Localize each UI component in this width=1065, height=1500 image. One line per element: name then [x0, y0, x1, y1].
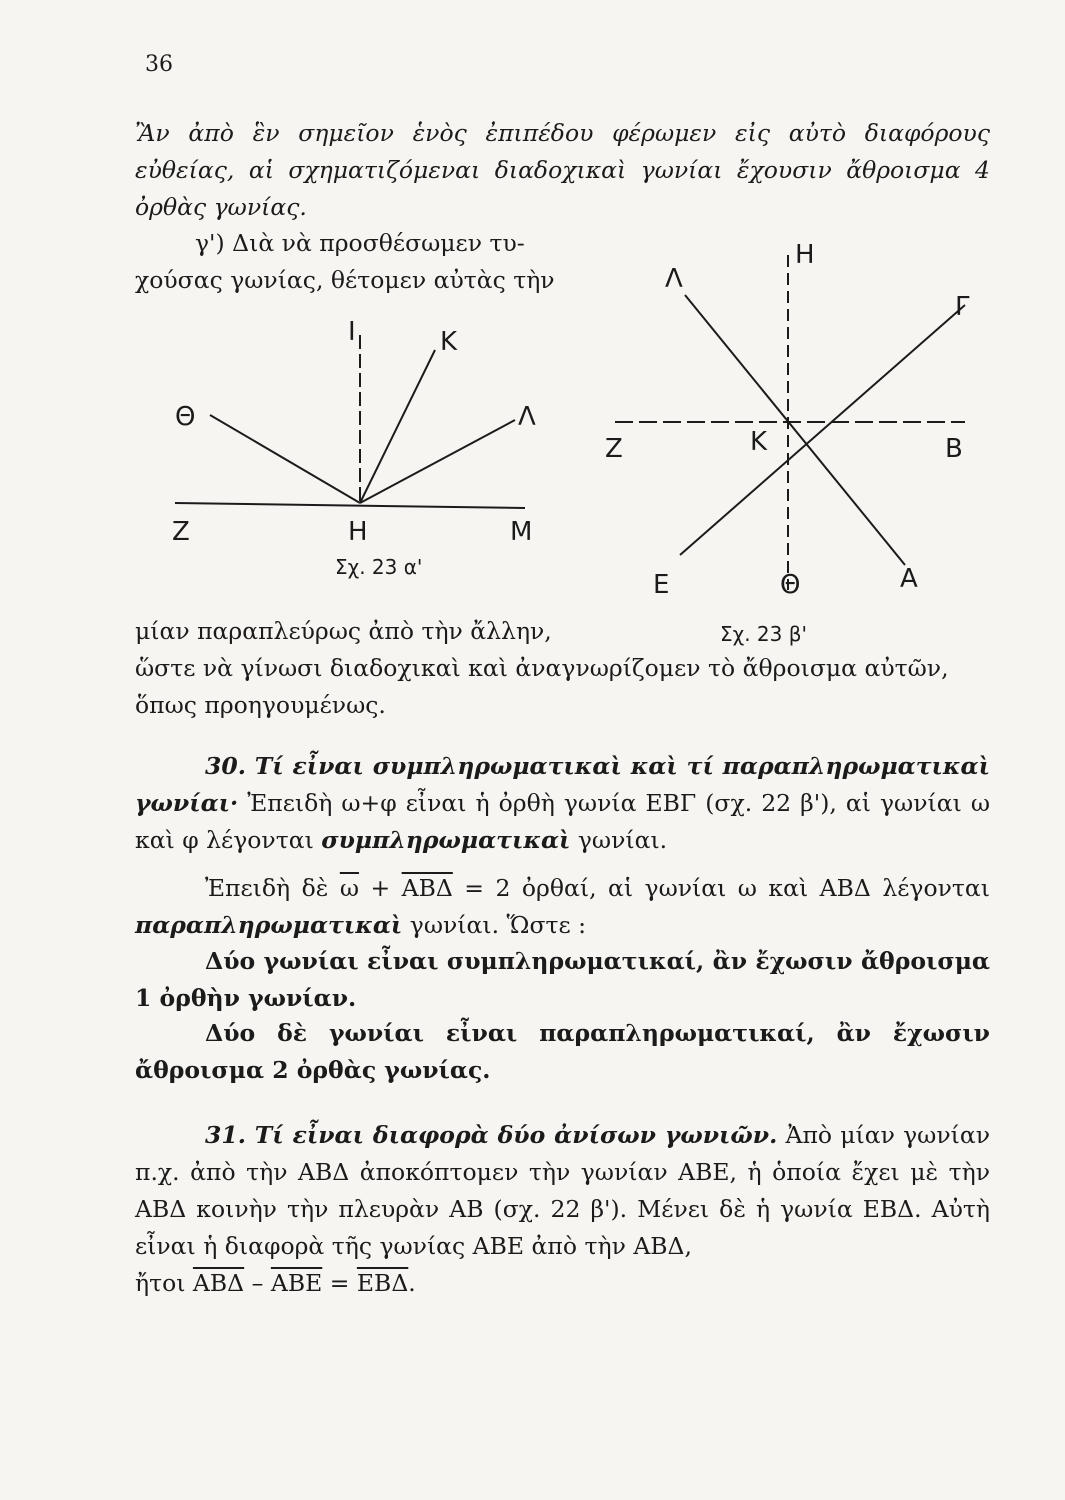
fig-b-label-Theta: Θ	[780, 570, 801, 600]
section-30-text1: Ἐπειδὴ ω+φ εἶναι ἡ ὀρθὴ γωνία ΕΒΓ (σχ. 22 β'), αἱ γωνίαι ω καὶ φ λέγονται	[135, 789, 990, 854]
figure-23a	[160, 305, 550, 595]
section-30-paragraph	[135, 748, 990, 859]
fig-b-label-B: Β	[945, 434, 963, 464]
gamma-line-5: ὅπως προηγουμένως.	[135, 691, 386, 719]
fig-b-label-H: Η	[795, 240, 815, 270]
fig-a-label-H: Η	[348, 517, 368, 547]
fig-a-label-I: Ι	[348, 317, 356, 347]
fig-b-line-LambdaA	[685, 295, 905, 565]
fig-a-line-ZM	[175, 503, 525, 508]
section-30-term-complementary: συμπληρωματικαὶ	[321, 826, 571, 854]
fig-b-label-Gamma: Γ	[955, 292, 970, 322]
fig-a-label-Z: Ζ	[172, 517, 190, 547]
fig-b-label-A: Α	[900, 564, 918, 594]
rule-supplementary-text: Δύο δὲ γωνίαι εἶναι παραπληρωματικαί, ἂν ἔχωσιν ἄθροισμα 2 ὀρθὰς γωνίας.	[135, 1019, 990, 1084]
equation-prefix: ἤτοι	[135, 1269, 193, 1297]
eq-equals: =	[322, 1269, 357, 1297]
eq-end: .	[408, 1269, 416, 1297]
section-30-term-supplementary: παραπληρωματικαὶ	[135, 911, 403, 939]
figure-23a-caption: Σχ. 23 α'	[335, 555, 423, 579]
fig-a-ray-HTheta	[210, 415, 360, 503]
section-30-p2-start: Ἐπειδὴ δὲ	[205, 874, 340, 902]
section-30-text2: γωνίαι.	[570, 826, 668, 854]
eq-minus: –	[244, 1269, 271, 1297]
intro-paragraph: Ἂν ἀπὸ ἓν σημεῖον ἑνὸς ἐπιπέδου φέρωμεν εἰς αὐτὸ διαφόρους εὐθείας, αἱ σχηματιζόμεναι διαδοχικαὶ γωνίαι ἔχουσιν ἄθροισμα 4 ὀρθὰς γωνίας.	[135, 119, 990, 221]
fig-b-label-E: Ε	[653, 570, 670, 600]
gamma-line-1: γ') Διὰ νὰ προσθέσωμεν τυ-	[195, 229, 525, 257]
fig-b-label-Lambda: Λ	[665, 264, 683, 294]
section-30-p2-end: γωνίαι. Ὥστε :	[402, 911, 587, 939]
section-30-heading: 30. Τί εἶναι συμπληρωματικαὶ καὶ τί παραπληρωματικαὶ γωνίαι·	[135, 752, 990, 817]
section-31-heading: 31. Τί εἶναι διαφορὰ δύο ἀνίσων γωνιῶν.	[205, 1121, 778, 1149]
fig-b-label-Z: Ζ	[605, 434, 623, 464]
rule-supplementary	[135, 1015, 990, 1089]
fig-a-ray-HK	[360, 350, 435, 503]
fig-a-label-M: Μ	[510, 517, 533, 547]
gamma-line-2: χούσας γωνίας, θέτομεν αὐτὰς τὴν	[135, 266, 555, 294]
angle-omega: $\overline{\omega}$	[339, 874, 359, 902]
figure-23b-caption: Σχ. 23 β'	[720, 622, 807, 646]
section-30-paragraph-2	[135, 870, 990, 944]
eq-angle-abe: $\overline{ABE}$	[270, 1269, 323, 1297]
section-31-paragraph	[135, 1117, 990, 1302]
fig-a-ray-HLambda	[360, 420, 515, 503]
fig-a-label-Theta: Θ	[175, 402, 196, 432]
gamma-paragraph	[135, 225, 575, 299]
plus-sign: +	[358, 874, 402, 902]
eq-angle-ebd: $\overline{EB\Delta}$	[356, 1269, 409, 1297]
page-number: 36	[145, 52, 173, 77]
section-31-text: Ἀπὸ μίαν γωνίαν π.χ. ἀπὸ τὴν ΑΒΔ ἀποκόπτομεν τὴν γωνίαν ΑΒΕ, ἡ ὁποία ἔχει μὲ τὴν ΑΒΔ κοινὴν τὴν πλευρὰν ΑΒ (σχ. 22 β'). Μένει δὲ ἡ γωνία ΕΒΔ. Αὐτὴ εἶναι ἡ διαφορὰ τῆς γωνίας ΑΒΕ ἀπὸ τὴν ΑΒΔ,	[135, 1121, 990, 1260]
gamma-line-4: ὥστε νὰ γίνωσι διαδοχικαὶ καὶ ἀναγνωρίζομεν τὸ ἄθροισμα αὐτῶν,	[135, 654, 949, 682]
angle-abd: $\overline{AB\Delta}$	[401, 874, 453, 902]
eq-angle-abd: $\overline{AB\Delta}$	[192, 1269, 245, 1297]
figure-23b	[595, 225, 1005, 605]
section-30-p2-mid: = 2 ὀρθαί, αἱ γωνίαι ω καὶ ΑΒΔ λέγονται	[452, 874, 990, 902]
fig-a-label-Lambda: Λ	[518, 402, 536, 432]
rule-complementary	[135, 943, 990, 1017]
fig-b-label-K: Κ	[750, 427, 768, 457]
gamma-line-3: μίαν παραπλεύρως ἀπὸ τὴν ἄλλην,	[135, 617, 552, 645]
rule-complementary-text: Δύο γωνίαι εἶναι συμπληρωματικαί, ἂν ἔχωσιν ἄθροισμα 1 ὀρθὴν γωνίαν.	[135, 947, 990, 1012]
fig-a-label-K: Κ	[440, 327, 458, 357]
